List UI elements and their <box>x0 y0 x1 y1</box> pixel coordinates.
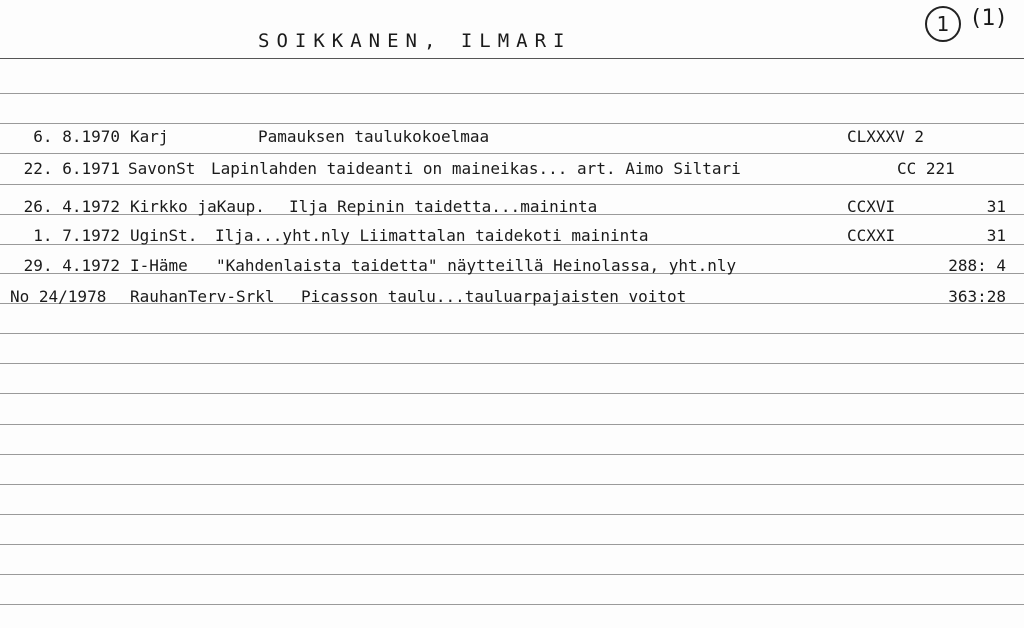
ruled-line <box>0 514 1024 515</box>
ruled-line <box>0 574 1024 575</box>
entry-date: 22. 6.1971 <box>23 159 120 178</box>
entry-text: Lapinlahden taideanti on maineikas... art. Aimo Siltari <box>211 159 741 178</box>
entry-date: No 24/1978 <box>10 287 107 306</box>
entry-code: CLXXXV 2 <box>847 127 925 146</box>
entry-date: 1. 7.1972 <box>33 226 120 245</box>
ruled-line <box>0 184 1024 185</box>
ruled-line <box>0 544 1024 545</box>
entry-page: 31 <box>986 226 1006 245</box>
entry-code: CCXXI <box>847 226 896 245</box>
entry-source: Kirkko jaKaup. <box>130 197 265 216</box>
entry-text: Pamauksen taulukokoelmaa <box>258 127 490 146</box>
header-rule <box>0 58 1024 59</box>
ruled-line <box>0 363 1024 364</box>
entry-page: 363:28 <box>948 287 1006 306</box>
ruled-line <box>0 393 1024 394</box>
entry-source: RauhanTerv-Srkl <box>130 287 275 306</box>
card-number-paren: (1) <box>972 6 1007 31</box>
card-title: SOIKKANEN, ILMARI <box>258 30 572 52</box>
entry-page: 31 <box>986 197 1006 216</box>
ruled-line <box>0 484 1024 485</box>
entry-code: CCXVI <box>847 197 896 216</box>
entry-date: 29. 4.1972 <box>23 256 120 275</box>
entry-source: I-Häme <box>130 256 188 275</box>
ruled-line <box>0 454 1024 455</box>
entry-source: UginSt. <box>130 226 198 245</box>
entry-page: 288: 4 <box>948 256 1006 275</box>
card-number-stamp: 1 <box>925 6 961 42</box>
ruled-line <box>0 153 1024 154</box>
entry-text: Ilja...yht.nly Liimattalan taidekoti maininta <box>215 226 649 245</box>
entry-text: Ilja Repinin taidetta...maininta <box>289 197 598 216</box>
entry-code: CC 221 <box>897 159 955 178</box>
entry-source: Karj <box>130 127 169 146</box>
entry-text: Picasson taulu...tauluarpajaisten voitot <box>301 287 687 306</box>
ruled-line <box>0 333 1024 334</box>
entry-text: "Kahdenlaista taidetta" näytteillä Heinolassa, yht.nly <box>216 256 737 275</box>
ruled-line <box>0 604 1024 605</box>
ruled-line <box>0 424 1024 425</box>
entry-date: 26. 4.1972 <box>23 197 120 216</box>
ruled-line <box>0 93 1024 94</box>
ruled-line <box>0 123 1024 124</box>
entry-source: SavonSt <box>128 159 196 178</box>
entry-date: 6. 8.1970 <box>33 127 120 146</box>
